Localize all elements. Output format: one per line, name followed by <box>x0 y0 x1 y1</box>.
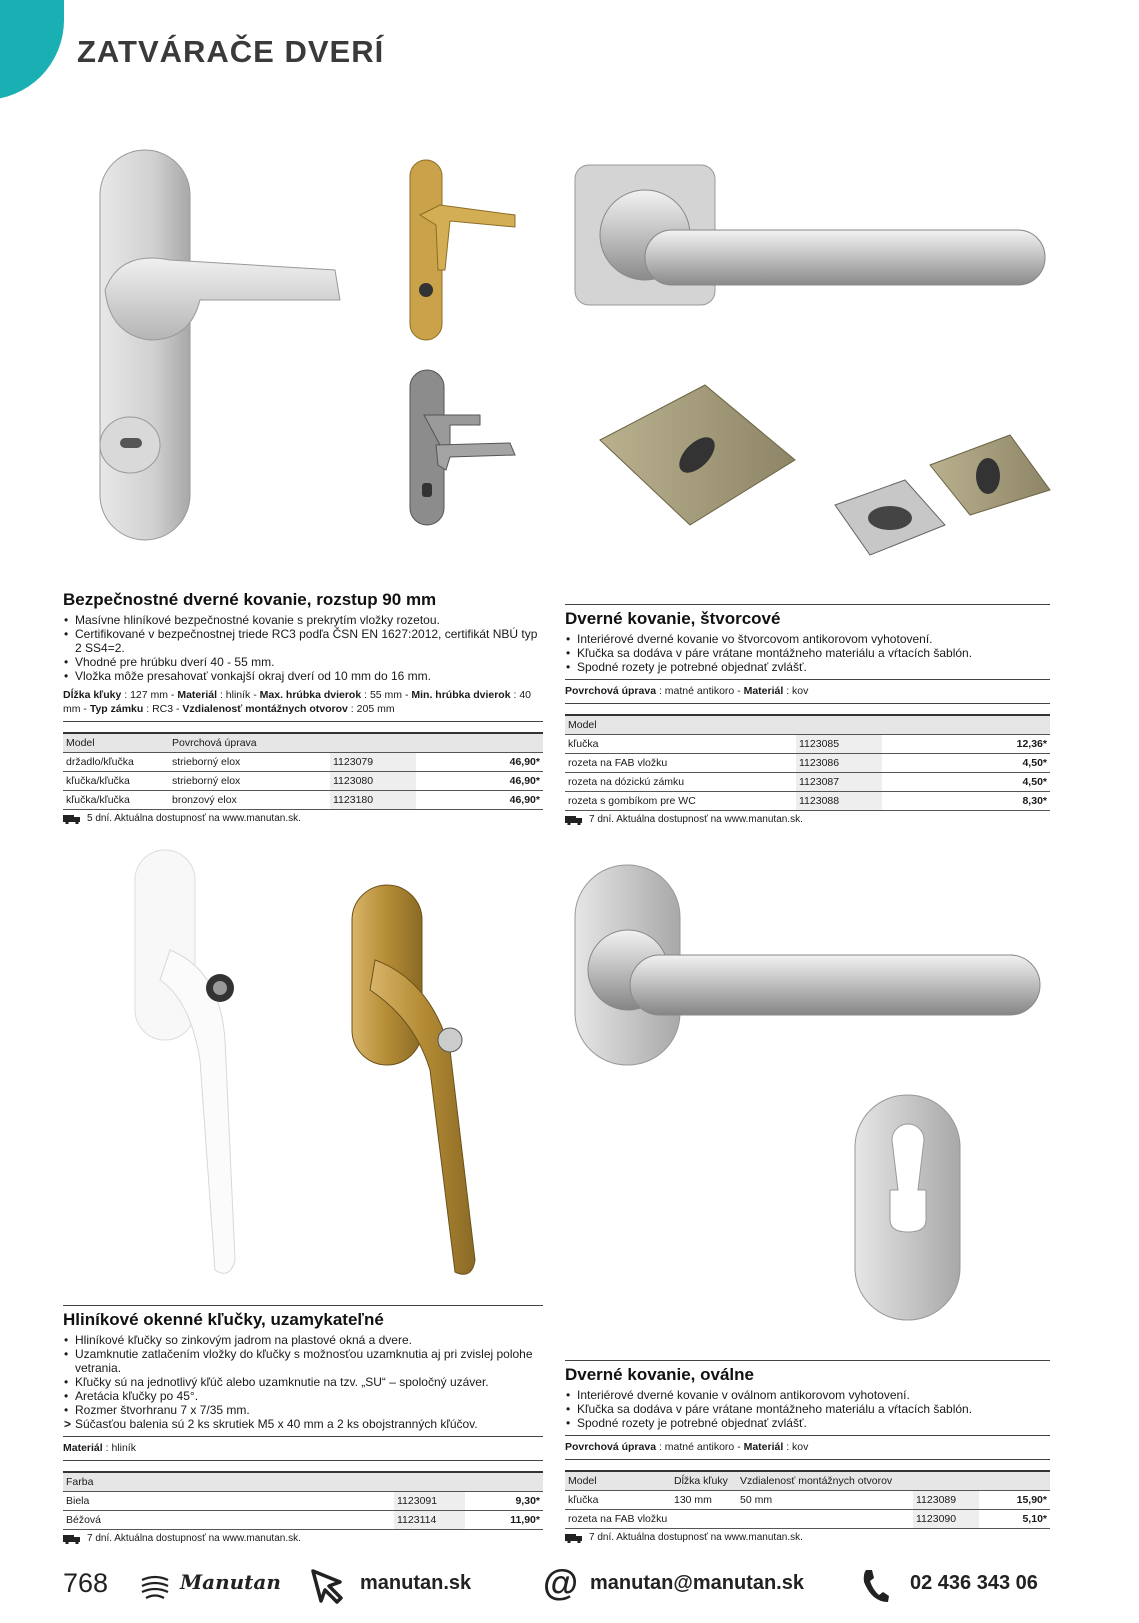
page-footer <box>0 1560 1139 1610</box>
spec-line: Dĺžka kľuky : 127 mm - Materiál : hliník - Max. hrúbka dvierok : 55 mm - Min. hrúbka dvierok : 40 mm - Typ zámku : RC3 - Vzdialenosť montážnych otvorov : 205 mm <box>63 688 543 722</box>
feature-item: • Hliníkové kľučky so zinkovým jadrom na plastové okná a dvere. <box>63 1333 543 1347</box>
feature-item: • Kľučka sa dodáva v páre vrátane montážneho materiálu a vŕtacích šablón. <box>565 646 1050 660</box>
truck-icon <box>63 814 81 824</box>
feature-list <box>63 1333 543 1431</box>
truck-icon <box>565 1533 583 1543</box>
feature-item: • Masívne hliníkové bezpečnostné kovanie s prekrytím vložky rozetou. <box>63 613 543 627</box>
product-title: Dverné kovanie, oválne <box>565 1365 754 1384</box>
product-table: Model kľučka 1123085 12,36* rozeta na FAB vložku 1123086 4,50* rozeta na dózickú zámku 1123087 4,50* rozeta s gombíkom pre WC 1123088 8,30* <box>565 714 1050 811</box>
table-row: Béžová 1123114 11,90* <box>63 1511 543 1530</box>
product-table: Model Povrchová úprava držadlo/kľučka strieborný elox 1123079 46,90* kľučka/kľučka strieborný elox 1123080 46,90* kľučka/kľučka bronzový elox 1123180 46,90* <box>63 732 543 810</box>
feature-item: • Interiérové dverné kovanie v oválnom antikorovom vyhotovení. <box>565 1388 1050 1402</box>
phone-icon <box>860 1568 890 1604</box>
page-title: ZATVÁRAČE DVERÍ <box>77 34 385 69</box>
feature-item: • Uzamknutie zatlačením vložky do kľučky s možnosťou uzamknutia aj pri zvislej polohe vetrania. <box>63 1347 543 1375</box>
cursor-icon <box>310 1568 346 1604</box>
spec-line: Materiál : hliník <box>63 1436 543 1461</box>
product-table: Farba Biela 1123091 9,30* Béžová 1123114 11,90* <box>63 1471 543 1530</box>
product-title: Hliníkové okenné kľučky, uzamykateľné <box>63 1310 384 1329</box>
door-handle-silver-image <box>400 365 525 530</box>
package-note: > Súčasťou balenia sú 2 ks skrutiek M5 x 40 mm a 2 ks obojstranných kľúčov. <box>63 1417 543 1431</box>
window-handles-image <box>130 840 490 1300</box>
truck-icon <box>63 1534 81 1544</box>
security-handle-image <box>60 140 360 560</box>
feature-list <box>63 613 543 683</box>
feature-item: • Aretácia kľučky po 45°. <box>63 1389 543 1403</box>
table-row: rozeta na FAB vložku 1123090 5,10* <box>565 1510 1050 1529</box>
table-row: kľučka/kľučka strieborný elox 1123080 46,90* <box>63 772 543 791</box>
availability: 5 dní. Aktuálna dostupnosť na www.manutan.sk. <box>63 813 543 824</box>
brand-name: Manutan <box>180 1570 281 1594</box>
product-title: Bezpečnostné dverné kovanie, rozstup 90 mm <box>63 590 437 609</box>
feature-item: • Spodné rozety je potrebné objednať zvlášť. <box>565 660 1050 674</box>
oval-lever-image <box>570 860 1060 1330</box>
website-link[interactable]: manutan.sk <box>360 1572 472 1594</box>
feature-list <box>565 632 1050 674</box>
table-row: kľučka 1123085 12,36* <box>565 735 1050 754</box>
product-square-handle <box>565 604 1050 825</box>
table-row: držadlo/kľučka strieborný elox 1123079 46,90* <box>63 753 543 772</box>
truck-icon <box>565 815 583 825</box>
spec-line: Povrchová úprava : matné antikoro - Materiál : kov <box>565 1435 1050 1460</box>
product-security-handle <box>63 590 543 824</box>
table-row: rozeta na FAB vložku 1123086 4,50* <box>565 754 1050 773</box>
feature-item: • Vložka môže presahovať vonkajší okraj dverí od 10 mm do 16 mm. <box>63 669 543 683</box>
feature-item: • Vhodné pre hrúbku dverí 40 - 55 mm. <box>63 655 543 669</box>
feature-item: • Spodné rozety je potrebné objednať zvlášť. <box>565 1416 1050 1430</box>
at-icon: @ <box>543 1562 579 1603</box>
feature-item: • Kľučky sú na jednotlivý kľúč alebo uzamknutie na tzv. „SU“ – spoločný uzáver. <box>63 1375 543 1389</box>
door-handle-gold-image <box>400 155 525 345</box>
availability: 7 dní. Aktuálna dostupnosť na www.manutan.sk. <box>63 1533 543 1544</box>
email-link[interactable]: manutan@manutan.sk <box>590 1572 804 1594</box>
spec-line: Povrchová úprava : matné antikoro - Materiál : kov <box>565 679 1050 704</box>
product-title: Dverné kovanie, štvorcové <box>565 609 781 628</box>
manutan-logo-icon <box>140 1574 170 1600</box>
availability: 7 dní. Aktuálna dostupnosť na www.manutan.sk. <box>565 814 1050 825</box>
table-row: rozeta s gombíkom pre WC 1123088 8,30* <box>565 792 1050 811</box>
square-lever-image <box>570 160 1060 570</box>
feature-item: • Interiérové dverné kovanie vo štvorcovom antikorovom vyhotovení. <box>565 632 1050 646</box>
feature-list <box>565 1388 1050 1430</box>
feature-item: • Rozmer štvorhranu 7 x 7/35 mm. <box>63 1403 543 1417</box>
product-table: Model Dĺžka kľuky Vzdialenosť montážnych otvorov kľučka 130 mm 50 mm 1123089 15,90* rozeta na FAB vložku 1123090 5,10* <box>565 1470 1050 1529</box>
phone-number: 02 436 343 06 <box>910 1572 1038 1594</box>
page-number: 768 <box>63 1568 109 1598</box>
corner-accent <box>0 0 64 100</box>
table-row: Biela 1123091 9,30* <box>63 1492 543 1511</box>
feature-item: • Certifikované v bezpečnostnej triede RC3 podľa ČSN EN 1627:2012, certifikát NBÚ typ 2 SS4=2. <box>63 627 543 655</box>
table-row: kľučka/kľučka bronzový elox 1123180 46,90* <box>63 791 543 810</box>
product-window-handles <box>63 1305 543 1544</box>
feature-item: • Kľučka sa dodáva v páre vrátane montážneho materiálu a vŕtacích šablón. <box>565 1402 1050 1416</box>
table-row: rozeta na dózickú zámku 1123087 4,50* <box>565 773 1050 792</box>
availability: 7 dní. Aktuálna dostupnosť na www.manutan.sk. <box>565 1532 1050 1543</box>
product-oval-handle <box>565 1360 1050 1543</box>
table-row: kľučka 130 mm 50 mm 1123089 15,90* <box>565 1491 1050 1510</box>
